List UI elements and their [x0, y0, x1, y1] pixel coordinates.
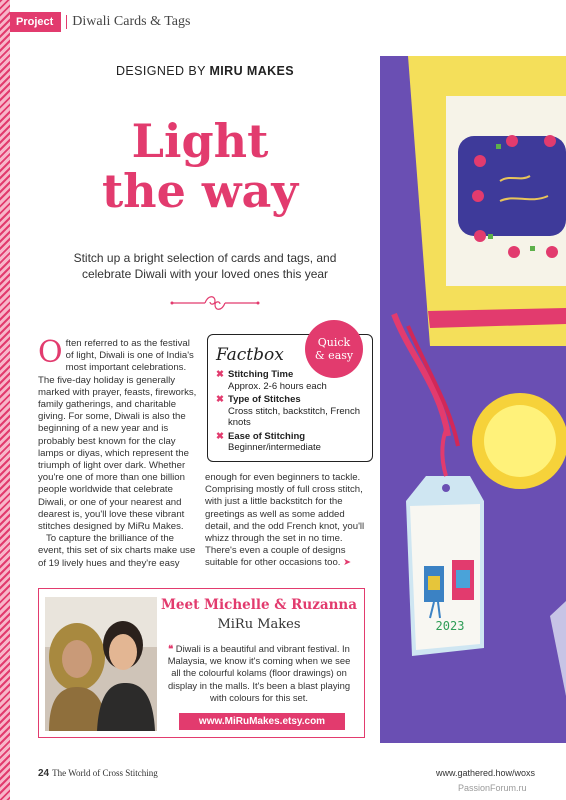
footer-site[interactable]: www.gathered.how/woxs [436, 768, 536, 778]
etsy-link[interactable]: www.MiRuMakes.etsy.com [179, 713, 345, 730]
body-column-1 [38, 335, 200, 570]
factbox-title: Factbox [216, 345, 284, 365]
page-number: 24 [38, 768, 50, 779]
drop-cap: O [38, 335, 63, 370]
cross-stitch-bullet-icon: ✖ [216, 369, 224, 380]
project-tag: Project [10, 12, 61, 32]
designer-quote [163, 643, 355, 704]
quick-easy-badge [305, 320, 363, 378]
factbox-item [216, 431, 364, 454]
cross-stitch-bullet-icon: ✖ [216, 394, 224, 405]
standfirst: Stitch up a bright selection of cards and tags, and celebrate Diwali with your loved ones this year [73, 251, 337, 281]
body-paragraph-2: To capture the brilliance of the event, this set of six charts make use of 19 lively hues and they're easy [38, 533, 196, 569]
badge-line-2: & easy [314, 349, 354, 362]
byline-designer: MIRU MAKES [209, 64, 295, 78]
factbox-item [216, 394, 364, 429]
body-paragraph-1: ften referred to as the festival of light, Diwali is one of India's most important celebrations. The five-day holiday is generally marked with prayer, feasts, fireworks, family gatherings, and charitable giving. For some, Diwali is also the beginning of a new year and is probably best known for the clay lamps or diyas, which represent the triumph of light over dark. Whether you're one of more than one billion people worldwide that celebrate Diwali, or one of your nearest and dearest is, you'll love these vibrant stitches designed by MiRu Makes. [38, 338, 197, 533]
factbox-item-heading: Ease of Stitching [228, 430, 306, 442]
factbox-item-text: Approx. 2-6 hours each [228, 380, 327, 392]
section-title: Diwali Cards & Tags [72, 14, 191, 29]
title-line-1: Light [131, 114, 269, 168]
header-divider [66, 15, 67, 29]
end-arrow-icon: ➤ [343, 557, 352, 569]
badge-line-1: Quick [317, 336, 351, 349]
byline [100, 64, 310, 78]
quote-mark-icon: ❝ [168, 643, 174, 654]
footer-left [38, 768, 158, 779]
edge-stripe-decoration [0, 0, 10, 800]
factbox-item-heading: Type of Stitches [228, 394, 301, 405]
byline-prefix: DESIGNED BY [115, 64, 206, 78]
meet-subheading: MiRu Makes [217, 617, 301, 632]
cross-stitch-bullet-icon: ✖ [216, 430, 224, 442]
publication-name: The World of Cross Stitching [52, 768, 158, 778]
quote-text: Diwali is a beautiful and vibrant festival. In Malaysia, we know it's coming when we see all the colourful kolams (floor drawings) on display in the malls. It's been a blast playing with colours for this set. [167, 643, 351, 703]
factbox-item-text: Beginner/intermediate [228, 442, 321, 453]
body-paragraph-3: enough for even beginners to tackle. Comprising mostly of full cross stitch, with just a little backstitch for the greetings as well as some added detail, and the odd French knot, you'll whizz through the set in no time. There's even a couple of designs suitable for other occasions too. [205, 472, 365, 569]
factbox-item-heading: Stitching Time [228, 369, 294, 380]
meet-heading: Meet Michelle & Ruzanna [160, 597, 357, 613]
meet-designers-box [38, 588, 365, 738]
tag-year-text: 2023 [435, 619, 465, 633]
factbox-item-text: Cross stitch, backstitch, French knots [228, 405, 360, 428]
article-title [70, 116, 330, 216]
designers-photo [45, 597, 157, 731]
watermark: PassionForum.ru [458, 783, 527, 793]
diwali-cards-photo [380, 56, 566, 743]
swirl-ornament-icon [170, 292, 260, 314]
page-header [10, 12, 190, 32]
body-column-2 [205, 472, 365, 570]
title-line-2: the way [101, 164, 299, 218]
